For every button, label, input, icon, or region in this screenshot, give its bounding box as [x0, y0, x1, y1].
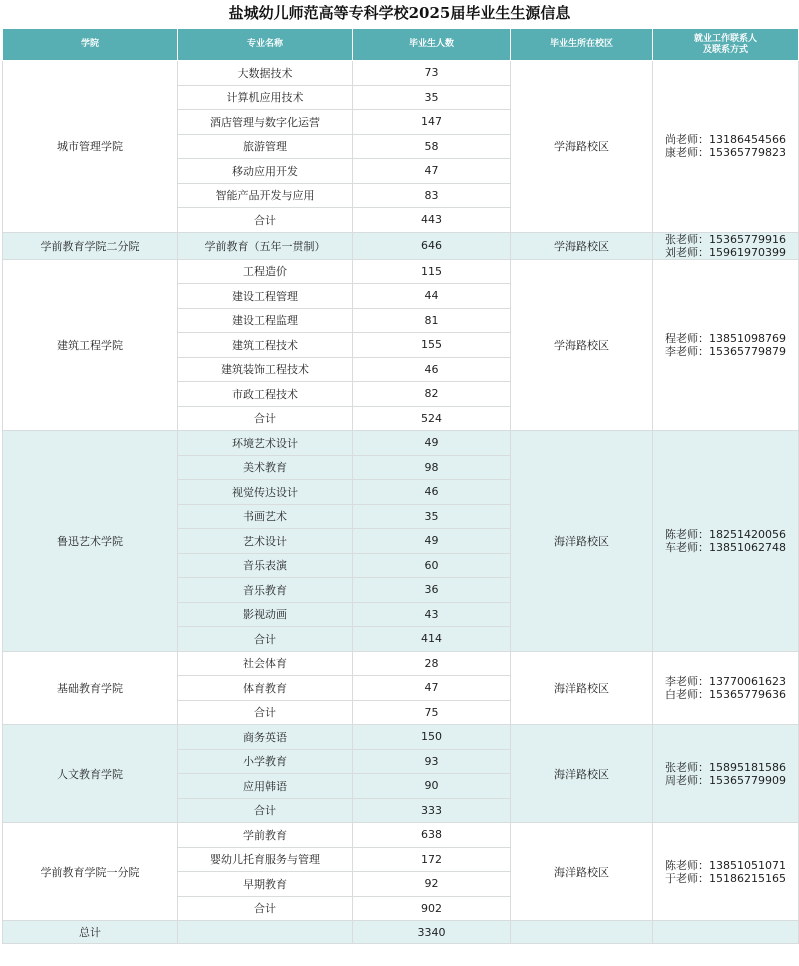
major-cell: 学前教育（五年一贯制） [178, 232, 353, 259]
count-cell: 47 [353, 676, 511, 701]
total-empty-contact [653, 921, 799, 944]
total-count: 3340 [353, 921, 511, 944]
count-cell: 36 [353, 578, 511, 603]
major-cell: 艺术设计 [178, 529, 353, 554]
count-cell: 49 [353, 529, 511, 554]
contact-cell [653, 61, 799, 233]
total-label: 总计 [3, 921, 178, 944]
count-cell: 115 [353, 259, 511, 284]
count-cell: 93 [353, 749, 511, 774]
college-cell: 建筑工程学院 [3, 259, 178, 431]
campus-cell: 海洋路校区 [511, 431, 653, 652]
major-cell: 建设工程管理 [178, 284, 353, 309]
contact-line: 尚老师：13186454566 [665, 133, 786, 147]
major-cell: 美术教育 [178, 455, 353, 480]
major-cell: 合计 [178, 700, 353, 725]
total-row [3, 921, 799, 944]
table-row [3, 431, 799, 456]
count-cell: 58 [353, 134, 511, 159]
college-cell: 鲁迅艺术学院 [3, 431, 178, 652]
contact-line: 李老师：13770061623 [665, 674, 786, 688]
table-row [3, 232, 799, 259]
contact-line: 张老师：15365779916 [665, 232, 786, 246]
count-cell: 90 [353, 774, 511, 799]
college-cell: 学前教育学院一分院 [3, 823, 178, 921]
table-row [3, 259, 799, 284]
count-cell: 43 [353, 602, 511, 627]
table-row [3, 651, 799, 676]
table-header-row [3, 29, 799, 61]
major-cell: 移动应用开发 [178, 159, 353, 184]
major-cell: 合计 [178, 627, 353, 652]
major-cell: 合计 [178, 798, 353, 823]
college-cell: 城市管理学院 [3, 61, 178, 233]
college-cell: 人文教育学院 [3, 725, 178, 823]
contact-line: 周老师：15365779909 [665, 773, 786, 787]
contact-line: 刘老师：15961970399 [665, 245, 786, 259]
count-cell: 172 [353, 847, 511, 872]
campus-cell: 海洋路校区 [511, 725, 653, 823]
count-cell: 35 [353, 85, 511, 110]
major-cell: 环境艺术设计 [178, 431, 353, 456]
count-cell: 46 [353, 357, 511, 382]
contact-cell [653, 431, 799, 652]
major-cell: 建设工程监理 [178, 308, 353, 333]
major-cell: 旅游管理 [178, 134, 353, 159]
table-row [3, 725, 799, 750]
count-cell: 147 [353, 110, 511, 135]
header-major: 专业名称 [178, 29, 353, 61]
count-cell: 92 [353, 872, 511, 897]
header-contact-line2: 及联系方式 [702, 44, 748, 55]
count-cell: 414 [353, 627, 511, 652]
major-cell: 社会体育 [178, 651, 353, 676]
count-cell: 46 [353, 480, 511, 505]
contact-line: 车老师：13851062748 [665, 540, 786, 554]
count-cell: 98 [353, 455, 511, 480]
count-cell: 646 [353, 232, 511, 259]
contact-cell [653, 259, 799, 431]
major-cell: 计算机应用技术 [178, 85, 353, 110]
count-cell: 28 [353, 651, 511, 676]
count-cell: 150 [353, 725, 511, 750]
count-cell: 524 [353, 406, 511, 431]
contact-line: 白老师：15365779636 [665, 687, 786, 701]
contact-cell [653, 823, 799, 921]
major-cell: 音乐表演 [178, 553, 353, 578]
major-cell: 市政工程技术 [178, 382, 353, 407]
count-cell: 35 [353, 504, 511, 529]
major-cell: 书画艺术 [178, 504, 353, 529]
header-college: 学院 [3, 29, 178, 61]
college-cell: 学前教育学院二分院 [3, 232, 178, 259]
contact-line: 陈老师：18251420056 [665, 527, 786, 541]
major-cell: 早期教育 [178, 872, 353, 897]
contact-cell [653, 725, 799, 823]
major-cell: 音乐教育 [178, 578, 353, 603]
total-empty-campus [511, 921, 653, 944]
college-cell: 基础教育学院 [3, 651, 178, 725]
campus-cell: 学海路校区 [511, 232, 653, 259]
contact-line: 李老师：15365779879 [665, 344, 786, 358]
count-cell: 75 [353, 700, 511, 725]
campus-cell: 海洋路校区 [511, 651, 653, 725]
major-cell: 婴幼儿托育服务与管理 [178, 847, 353, 872]
major-cell: 建筑装饰工程技术 [178, 357, 353, 382]
major-cell: 智能产品开发与应用 [178, 183, 353, 208]
count-cell: 49 [353, 431, 511, 456]
count-cell: 81 [353, 308, 511, 333]
contact-cell [653, 651, 799, 725]
major-cell: 建筑工程技术 [178, 333, 353, 358]
count-cell: 443 [353, 208, 511, 233]
contact-line: 于老师：15186215165 [665, 871, 786, 885]
count-cell: 44 [353, 284, 511, 309]
total-empty-major [178, 921, 353, 944]
count-cell: 60 [353, 553, 511, 578]
header-campus: 毕业生所在校区 [511, 29, 653, 61]
major-cell: 应用韩语 [178, 774, 353, 799]
count-cell: 47 [353, 159, 511, 184]
table-row [3, 823, 799, 848]
contact-cell [653, 232, 799, 259]
major-cell: 合计 [178, 208, 353, 233]
major-cell: 酒店管理与数字化运营 [178, 110, 353, 135]
major-cell: 小学教育 [178, 749, 353, 774]
major-cell: 体育教育 [178, 676, 353, 701]
header-contact [653, 29, 799, 61]
campus-cell: 学海路校区 [511, 259, 653, 431]
count-cell: 155 [353, 333, 511, 358]
major-cell: 合计 [178, 896, 353, 921]
contact-line: 张老师：15895181586 [665, 760, 786, 774]
major-cell: 影视动画 [178, 602, 353, 627]
major-cell: 工程造价 [178, 259, 353, 284]
major-cell: 学前教育 [178, 823, 353, 848]
contact-line: 程老师：13851098769 [665, 331, 786, 345]
header-contact-line1: 就业工作联系人 [693, 33, 757, 44]
header-count: 毕业生人数 [353, 29, 511, 61]
page-title: 盐城幼儿师范高等专科学校2025届毕业生生源信息 [228, 4, 571, 22]
major-cell: 合计 [178, 406, 353, 431]
contact-line: 康老师：15365779823 [665, 146, 786, 160]
table-row [3, 61, 799, 86]
campus-cell: 海洋路校区 [511, 823, 653, 921]
campus-cell: 学海路校区 [511, 61, 653, 233]
count-cell: 73 [353, 61, 511, 86]
major-cell: 大数据技术 [178, 61, 353, 86]
count-cell: 638 [353, 823, 511, 848]
major-cell: 商务英语 [178, 725, 353, 750]
graduate-info-table [2, 28, 799, 944]
contact-line: 陈老师：13851051071 [665, 858, 786, 872]
count-cell: 82 [353, 382, 511, 407]
major-cell: 视觉传达设计 [178, 480, 353, 505]
table-body [3, 61, 799, 921]
count-cell: 333 [353, 798, 511, 823]
count-cell: 902 [353, 896, 511, 921]
count-cell: 83 [353, 183, 511, 208]
